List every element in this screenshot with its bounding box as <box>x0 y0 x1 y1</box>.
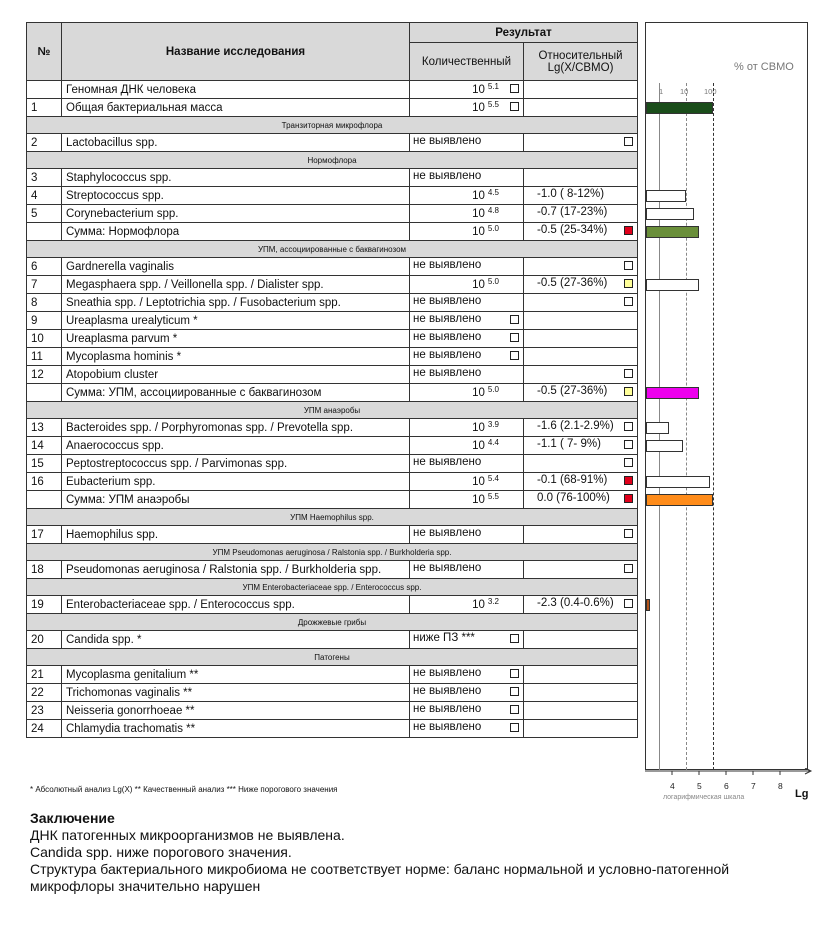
quantity-exponent: 4.8 <box>487 206 499 215</box>
table-row <box>27 205 638 223</box>
row-number <box>27 223 62 241</box>
row-number: 18 <box>27 561 62 579</box>
quantitative-cell <box>410 491 524 509</box>
row-number: 2 <box>27 134 62 152</box>
row-number: 11 <box>27 348 62 366</box>
relative-cell <box>524 169 638 187</box>
relative-cell <box>524 419 638 437</box>
axis-tick-5: 5 <box>697 781 702 791</box>
test-name: Atopobium cluster <box>62 366 410 384</box>
quantity-checkbox <box>510 351 519 360</box>
axis-title: Lg <box>795 788 809 800</box>
quantity-text: не выявлено <box>413 685 482 697</box>
section-row <box>27 152 638 169</box>
chart-bar <box>646 279 699 291</box>
table-row <box>27 491 638 509</box>
test-name: Геномная ДНК человека <box>62 81 410 99</box>
relative-cell <box>524 294 638 312</box>
chart-bar <box>646 422 669 434</box>
relative-cell <box>524 223 638 241</box>
relative-cell <box>524 258 638 276</box>
header-relative: Относительный Lg(X/СВМО) <box>524 43 638 81</box>
section-row <box>27 117 638 134</box>
quantitative-cell <box>410 99 524 117</box>
quantity-value: 10 $^{3.9}$ <box>472 420 499 434</box>
quantitative-cell <box>410 684 524 702</box>
section-label: УПМ Haemophilus spp. <box>27 509 638 526</box>
quantity-text: не выявлено <box>413 295 482 307</box>
quantitative-cell <box>410 561 524 579</box>
relative-cell <box>524 666 638 684</box>
table-row <box>27 223 638 241</box>
quantitative-cell <box>410 258 524 276</box>
row-number: 15 <box>27 455 62 473</box>
quantitative-cell <box>410 596 524 614</box>
test-name: Sneathia spp. / Leptotrichia spp. / Fusobacterium spp. <box>62 294 410 312</box>
row-number: 14 <box>27 437 62 455</box>
quantitative-cell <box>410 294 524 312</box>
pct-tick-1: 1 <box>659 87 664 96</box>
pct-tick-100: 100 <box>704 87 717 96</box>
test-name: Gardnerella vaginalis <box>62 258 410 276</box>
quantity-value: 10 $^{5.5}$ <box>472 100 499 114</box>
quantitative-cell <box>410 223 524 241</box>
quantity-exponent: 4.5 <box>487 188 499 197</box>
chart-bar <box>646 102 713 114</box>
section-row <box>27 509 638 526</box>
quantity-value: 10 $^{5.0}$ <box>472 224 499 238</box>
section-label: Патогены <box>27 649 638 666</box>
quantitative-cell <box>410 134 524 152</box>
quantity-exponent: 5.0 <box>487 224 499 233</box>
quantitative-cell <box>410 631 524 649</box>
relative-marker <box>624 440 633 449</box>
relative-marker <box>624 494 633 503</box>
quantitative-cell <box>410 312 524 330</box>
chart-bar <box>646 387 699 399</box>
table-row <box>27 384 638 402</box>
table-row <box>27 276 638 294</box>
axis-tick-8: 8 <box>778 781 783 791</box>
relative-cell <box>524 596 638 614</box>
row-number <box>27 491 62 509</box>
table-row <box>27 348 638 366</box>
quantitative-cell <box>410 366 524 384</box>
row-number: 5 <box>27 205 62 223</box>
quantity-text: не выявлено <box>413 135 482 147</box>
row-number: 22 <box>27 684 62 702</box>
quantity-checkbox <box>510 84 519 93</box>
axis-tick-4: 4 <box>670 781 675 791</box>
conclusion-line: ДНК патогенных микроорганизмов не выявлена. <box>30 827 345 843</box>
quantity-text: не выявлено <box>413 703 482 715</box>
quantity-exponent: 5.0 <box>487 385 499 394</box>
chart-bar <box>646 494 713 506</box>
relative-cell <box>524 205 638 223</box>
quantity-text: не выявлено <box>413 367 482 379</box>
section-label: УПМ анаэробы <box>27 402 638 419</box>
relative-cell <box>524 348 638 366</box>
footnote: * Абсолютный анализ Lg(X) ** Качественный анализ *** Ниже порогового значения <box>30 785 338 794</box>
quantity-checkbox <box>510 102 519 111</box>
table-row <box>27 720 638 738</box>
quantitative-cell <box>410 384 524 402</box>
conclusion-title: Заключение <box>30 810 115 826</box>
section-label: УПМ, ассоциированные с баквагинозом <box>27 241 638 258</box>
quantity-checkbox <box>510 687 519 696</box>
relative-marker <box>624 297 633 306</box>
quantitative-cell <box>410 205 524 223</box>
relative-cell <box>524 312 638 330</box>
row-number: 19 <box>27 596 62 614</box>
section-label: Нормофлора <box>27 152 638 169</box>
relative-cell <box>524 561 638 579</box>
quantitative-cell <box>410 526 524 544</box>
relative-cell <box>524 702 638 720</box>
relative-cell <box>524 437 638 455</box>
test-name: Staphylococcus spp. <box>62 169 410 187</box>
test-name: Enterobacteriaceae spp. / Enterococcus spp. <box>62 596 410 614</box>
row-number: 24 <box>27 720 62 738</box>
table-row <box>27 631 638 649</box>
row-number: 3 <box>27 169 62 187</box>
quantity-value: 10 $^{5.1}$ <box>472 82 499 96</box>
quantity-checkbox <box>510 634 519 643</box>
relative-cell <box>524 455 638 473</box>
quantity-value: 10 $^{4.5}$ <box>472 188 499 202</box>
test-name: Chlamydia trachomatis ** <box>62 720 410 738</box>
relative-marker <box>624 369 633 378</box>
test-name: Bacteroides spp. / Porphyromonas spp. / Prevotella spp. <box>62 419 410 437</box>
axis-tick-6: 6 <box>724 781 729 791</box>
row-number <box>27 81 62 99</box>
chart-bar <box>646 190 686 202</box>
table-row <box>27 169 638 187</box>
table-row <box>27 455 638 473</box>
quantity-text: не выявлено <box>413 456 482 468</box>
quantity-value: 10 $^{4.8}$ <box>472 206 499 220</box>
results-table <box>26 22 638 738</box>
table-row <box>27 419 638 437</box>
conclusion <box>30 810 810 895</box>
test-name: Сумма: Нормофлора <box>62 223 410 241</box>
section-row <box>27 402 638 419</box>
quantity-value: 10 $^{5.4}$ <box>472 474 499 488</box>
relative-cell <box>524 631 638 649</box>
quantitative-cell <box>410 348 524 366</box>
chart-bar <box>646 599 650 611</box>
table-row <box>27 330 638 348</box>
header-result: Результат <box>410 23 638 43</box>
relative-marker <box>624 458 633 467</box>
test-name: Общая бактериальная масса <box>62 99 410 117</box>
quantity-text: не выявлено <box>413 527 482 539</box>
quantity-text: не выявлено <box>413 170 482 182</box>
quantitative-cell <box>410 437 524 455</box>
relative-marker <box>624 422 633 431</box>
test-name: Сумма: УПМ, ассоциированные с баквагинозом <box>62 384 410 402</box>
table-row <box>27 366 638 384</box>
relative-cell <box>524 473 638 491</box>
test-name: Megasphaera spp. / Veillonella spp. / Dialister spp. <box>62 276 410 294</box>
relative-value: -0.1 (68-91%) <box>537 474 608 486</box>
row-number: 23 <box>27 702 62 720</box>
reference-line <box>686 83 687 770</box>
row-number: 21 <box>27 666 62 684</box>
quantitative-cell <box>410 473 524 491</box>
quantity-exponent: 5.0 <box>487 277 499 286</box>
relative-value: -0.7 (17-23%) <box>537 206 608 218</box>
test-name: Eubacterium spp. <box>62 473 410 491</box>
quantity-text: ниже ПЗ *** <box>413 632 475 644</box>
row-number: 13 <box>27 419 62 437</box>
relative-marker <box>624 476 633 485</box>
relative-marker <box>624 226 633 235</box>
table-row <box>27 561 638 579</box>
conclusion-line: Структура бактериального микробиома не соответствует норме: баланс нормальной и условно-патогенной микрофлоры значительно нарушен <box>30 861 730 894</box>
table-row <box>27 666 638 684</box>
relative-value: -0.5 (27-36%) <box>537 277 608 289</box>
relative-value: -1.1 ( 7- 9%) <box>537 438 601 450</box>
relative-cell <box>524 526 638 544</box>
table-row <box>27 134 638 152</box>
row-number: 20 <box>27 631 62 649</box>
relative-cell <box>524 330 638 348</box>
quantity-text: не выявлено <box>413 313 482 325</box>
quantitative-cell <box>410 276 524 294</box>
relative-cell <box>524 491 638 509</box>
relative-value: -1.6 (2.1-2.9%) <box>537 420 614 432</box>
relative-cell <box>524 366 638 384</box>
row-number: 17 <box>27 526 62 544</box>
quantitative-cell <box>410 455 524 473</box>
quantity-exponent: 3.2 <box>487 597 499 606</box>
test-name: Ureaplasma parvum * <box>62 330 410 348</box>
test-name: Peptostreptococcus spp. / Parvimonas spp. <box>62 455 410 473</box>
table-row <box>27 473 638 491</box>
quantity-value: 10 $^{4.4}$ <box>472 438 499 452</box>
quantitative-cell <box>410 330 524 348</box>
relative-cell <box>524 187 638 205</box>
table-row <box>27 187 638 205</box>
quantity-exponent: 3.9 <box>487 420 499 429</box>
relative-marker <box>624 261 633 270</box>
test-name: Haemophilus spp. <box>62 526 410 544</box>
relative-value: -0.5 (25-34%) <box>537 224 608 236</box>
relative-marker <box>624 279 633 288</box>
quantity-exponent: 4.4 <box>487 438 499 447</box>
quantity-exponent: 5.5 <box>487 492 499 501</box>
row-number: 1 <box>27 99 62 117</box>
quantity-text: не выявлено <box>413 562 482 574</box>
row-number: 10 <box>27 330 62 348</box>
row-number: 8 <box>27 294 62 312</box>
table-row <box>27 684 638 702</box>
row-number: 4 <box>27 187 62 205</box>
test-name: Pseudomonas aeruginosa / Ralstonia spp. / Burkholderia spp. <box>62 561 410 579</box>
quantitative-cell <box>410 81 524 99</box>
axis-tick-7: 7 <box>751 781 756 791</box>
relative-value: -0.5 (27-36%) <box>537 385 608 397</box>
section-label: УПМ Enterobacteriaceae spp. / Enterococcus spp. <box>27 579 638 596</box>
quantity-value: 10 $^{3.2}$ <box>472 597 499 611</box>
relative-marker <box>624 564 633 573</box>
quantity-value: 10 $^{5.0}$ <box>472 277 499 291</box>
relative-cell <box>524 81 638 99</box>
section-row <box>27 544 638 561</box>
relative-cell <box>524 134 638 152</box>
test-name: Lactobacillus spp. <box>62 134 410 152</box>
quantity-text: не выявлено <box>413 259 482 271</box>
chart-unit-label: % от СВМО <box>734 61 794 73</box>
section-row <box>27 614 638 631</box>
row-number <box>27 384 62 402</box>
table-row <box>27 596 638 614</box>
relative-value: -1.0 ( 8-12%) <box>537 188 605 200</box>
chart-bar <box>646 226 699 238</box>
header-quantitative: Количественный <box>410 43 524 81</box>
section-row <box>27 579 638 596</box>
quantity-checkbox <box>510 705 519 714</box>
test-name: Сумма: УПМ анаэробы <box>62 491 410 509</box>
test-name: Ureaplasma urealyticum * <box>62 312 410 330</box>
row-number: 9 <box>27 312 62 330</box>
relative-cell <box>524 684 638 702</box>
quantitative-cell <box>410 169 524 187</box>
quantity-checkbox <box>510 723 519 732</box>
quantity-exponent: 5.1 <box>487 82 499 91</box>
quantity-text: не выявлено <box>413 721 482 733</box>
relative-marker <box>624 529 633 538</box>
table-row <box>27 81 638 99</box>
quantity-value: 10 $^{5.5}$ <box>472 492 499 506</box>
table-row <box>27 702 638 720</box>
relative-marker <box>624 137 633 146</box>
row-number: 16 <box>27 473 62 491</box>
reference-line <box>713 83 714 770</box>
table-row <box>27 526 638 544</box>
quantity-text: не выявлено <box>413 667 482 679</box>
section-row <box>27 649 638 666</box>
row-number: 12 <box>27 366 62 384</box>
table-row <box>27 312 638 330</box>
quantitative-cell <box>410 666 524 684</box>
test-name: Neisseria gonorrhoeae ** <box>62 702 410 720</box>
quantity-exponent: 5.5 <box>487 100 499 109</box>
chart-bar <box>646 476 710 488</box>
quantity-exponent: 5.4 <box>487 474 499 483</box>
relative-cell <box>524 720 638 738</box>
chart-bar <box>646 440 683 452</box>
relative-marker <box>624 599 633 608</box>
test-name: Trichomonas vaginalis ** <box>62 684 410 702</box>
header-name: Название исследования <box>62 23 410 81</box>
section-row <box>27 241 638 258</box>
section-label: Транзиторная микрофлора <box>27 117 638 134</box>
relative-cell <box>524 276 638 294</box>
row-number: 6 <box>27 258 62 276</box>
relative-marker <box>624 387 633 396</box>
test-name: Candida spp. * <box>62 631 410 649</box>
relative-cell <box>524 384 638 402</box>
table-row <box>27 99 638 117</box>
quantity-checkbox <box>510 315 519 324</box>
section-label: УПМ Pseudomonas aeruginosa / Ralstonia spp. / Burkholderia spp. <box>27 544 638 561</box>
row-number: 7 <box>27 276 62 294</box>
section-label: Дрожжевые грибы <box>27 614 638 631</box>
chart-bar <box>646 208 694 220</box>
axis-caption: логарифмическая шкала <box>663 794 745 801</box>
test-name: Corynebacterium spp. <box>62 205 410 223</box>
test-name: Anaerococcus spp. <box>62 437 410 455</box>
results-body <box>27 81 638 738</box>
relative-value: 0.0 (76-100%) <box>537 492 610 504</box>
table-row <box>27 294 638 312</box>
quantity-value: 10 $^{5.0}$ <box>472 385 499 399</box>
table-row <box>27 437 638 455</box>
pct-tick-10: 10 <box>680 87 689 96</box>
quantity-text: не выявлено <box>413 349 482 361</box>
relative-value: -2.3 (0.4-0.6%) <box>537 597 614 609</box>
table-row <box>27 258 638 276</box>
test-name: Streptococcus spp. <box>62 187 410 205</box>
quantity-checkbox <box>510 333 519 342</box>
chart-x-axis <box>645 768 815 782</box>
quantitative-cell <box>410 702 524 720</box>
test-name: Mycoplasma genitalium ** <box>62 666 410 684</box>
quantity-text: не выявлено <box>413 331 482 343</box>
test-name: Mycoplasma hominis * <box>62 348 410 366</box>
quantitative-cell <box>410 720 524 738</box>
quantity-checkbox <box>510 669 519 678</box>
quantitative-cell <box>410 187 524 205</box>
header-num: № <box>27 23 62 81</box>
relative-cell <box>524 99 638 117</box>
quantitative-cell <box>410 419 524 437</box>
conclusion-line: Candida spp. ниже порогового значения. <box>30 844 292 860</box>
